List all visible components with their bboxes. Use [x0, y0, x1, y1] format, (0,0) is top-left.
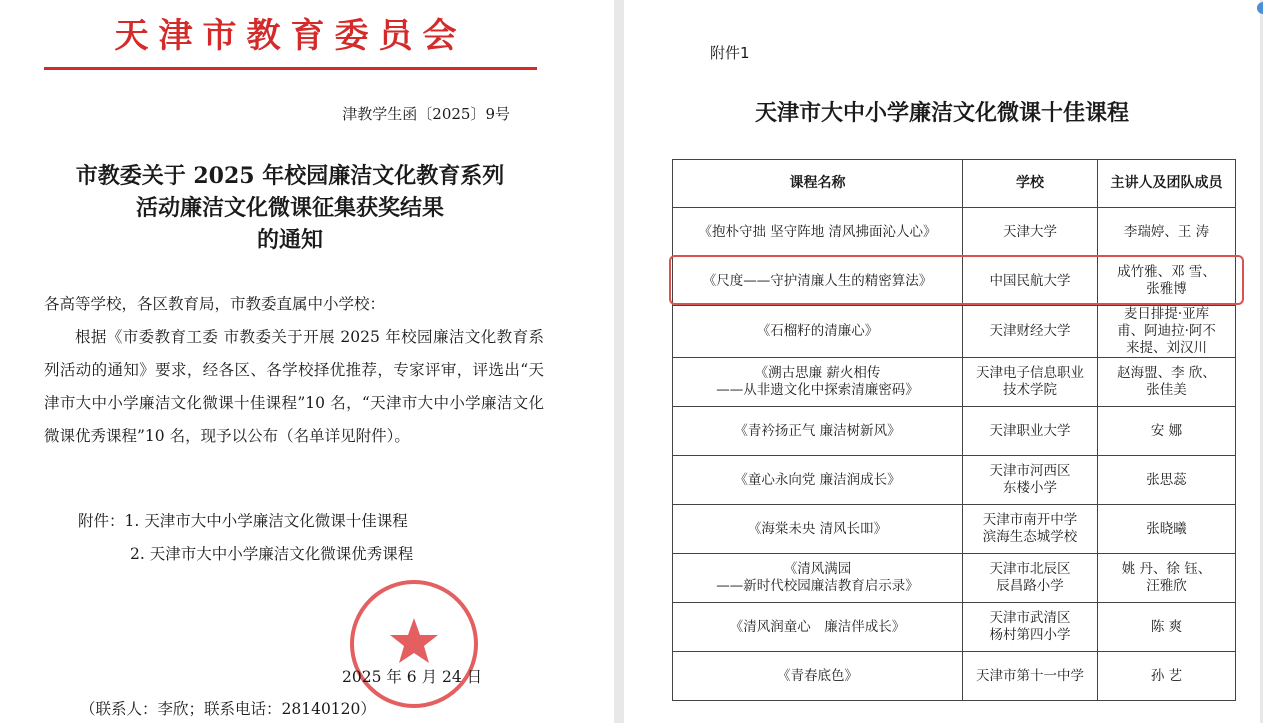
course-cell: 《溯古思廉 薪火相传 ——从非遗文化中探索清廉密码》	[673, 358, 963, 407]
notice-body	[44, 288, 544, 453]
letterhead-title: 天津市教育委员会	[114, 16, 467, 56]
contact-info: （联系人：李欣；联系电话：28140120）	[80, 700, 376, 718]
notice-title-line: 市教委关于 2025 年校园廉洁文化教育系列	[75, 163, 505, 189]
award-table	[672, 159, 1236, 701]
team-cell: 张思蕊	[1098, 456, 1236, 505]
team-cell: 李瑞婷、王 涛	[1098, 208, 1236, 257]
table-row	[673, 257, 1236, 306]
team-cell: 姚 丹、徐 钰、 汪雅欣	[1098, 554, 1236, 603]
team-cell: 成竹雅、邓 雪、 张雅博	[1098, 257, 1236, 306]
table-row	[673, 505, 1236, 554]
school-cell: 天津市第十一中学	[963, 652, 1098, 701]
course-cell: 《青春底色》	[673, 652, 963, 701]
attachment-item: 2. 天津市大中小学廉洁文化微课优秀课程	[130, 545, 414, 563]
notice-paragraph: 根据《市委教育工委 市教委关于开展 2025 年校园廉洁文化教育系列活动的通知》要求，经各区、各学校择优推荐，专家评审，评选出“天津市大中小学廉洁文化微课十佳课程”10 名，“天津市大中小学廉洁文化微课优秀课程”10 名，现予以公布（名单详见附件）。	[44, 328, 544, 445]
attachment-page	[624, 0, 1260, 723]
attachment-item: 附件：1. 天津市大中小学廉洁文化微课十佳课程	[78, 512, 408, 530]
team-cell: 麦日排提·亚库 甫、阿迪拉·阿不 来提、刘汉川	[1098, 306, 1236, 358]
scroll-indicator	[1257, 2, 1263, 14]
course-cell: 《尺度——守护清廉人生的精密算法》	[673, 257, 963, 306]
school-cell: 天津电子信息职业 技术学院	[963, 358, 1098, 407]
notice-title	[40, 160, 540, 256]
school-cell: 天津市武清区 杨村第四小学	[963, 603, 1098, 652]
table-row	[673, 652, 1236, 701]
school-cell: 中国民航大学	[963, 257, 1098, 306]
notice-title-line: 的通知	[256, 227, 323, 253]
course-cell: 《清风满园 ——新时代校园廉洁教育启示录》	[673, 554, 963, 603]
team-cell: 陈 爽	[1098, 603, 1236, 652]
team-cell: 孙 艺	[1098, 652, 1236, 701]
table-row	[673, 603, 1236, 652]
team-cell: 安 娜	[1098, 407, 1236, 456]
table-row	[673, 407, 1236, 456]
notice-salutation: 各高等学校，各区教育局，市教委直属中小学校：	[44, 295, 386, 313]
course-cell: 《青衿扬正气 廉洁树新风》	[673, 407, 963, 456]
course-cell: 《童心永向党 廉洁润成长》	[673, 456, 963, 505]
attachment-label: 附件1	[710, 44, 750, 62]
team-cell: 赵海盟、李 欣、 张佳美	[1098, 358, 1236, 407]
team-cell: 张晓曦	[1098, 505, 1236, 554]
notice-page	[0, 0, 614, 723]
table-row	[673, 306, 1236, 358]
table-row	[673, 358, 1236, 407]
header-team: 主讲人及团队成员	[1098, 160, 1236, 208]
table-row	[673, 456, 1236, 505]
table-row	[673, 208, 1236, 257]
school-cell: 天津大学	[963, 208, 1098, 257]
course-cell: 《海棠未央 清风长吅》	[673, 505, 963, 554]
table-header-row	[673, 160, 1236, 208]
header-school: 学校	[963, 160, 1098, 208]
notice-title-line: 活动廉洁文化微课征集获奖结果	[135, 195, 444, 221]
school-cell: 天津财经大学	[963, 306, 1098, 358]
course-cell: 《石榴籽的清廉心》	[673, 306, 963, 358]
header-course: 课程名称	[673, 160, 963, 208]
attachment-title: 天津市大中小学廉洁文化微课十佳课程	[754, 100, 1129, 126]
school-cell: 天津市河西区 东楼小学	[963, 456, 1098, 505]
notice-date: 2025 年 6 月 24 日	[342, 668, 483, 686]
attachment-list	[78, 505, 413, 571]
document-number: 津教学生函〔2025〕9号	[342, 105, 510, 123]
course-cell: 《抱朴守拙 坚守阵地 清风拂面沁人心》	[673, 208, 963, 257]
school-cell: 天津市南开中学 滨海生态城学校	[963, 505, 1098, 554]
school-cell: 天津市北辰区 辰昌路小学	[963, 554, 1098, 603]
letterhead-red-rule	[44, 67, 537, 70]
table-row	[673, 554, 1236, 603]
school-cell: 天津职业大学	[963, 407, 1098, 456]
course-cell: 《清风润童心 廉洁伴成长》	[673, 603, 963, 652]
official-seal	[350, 580, 478, 708]
